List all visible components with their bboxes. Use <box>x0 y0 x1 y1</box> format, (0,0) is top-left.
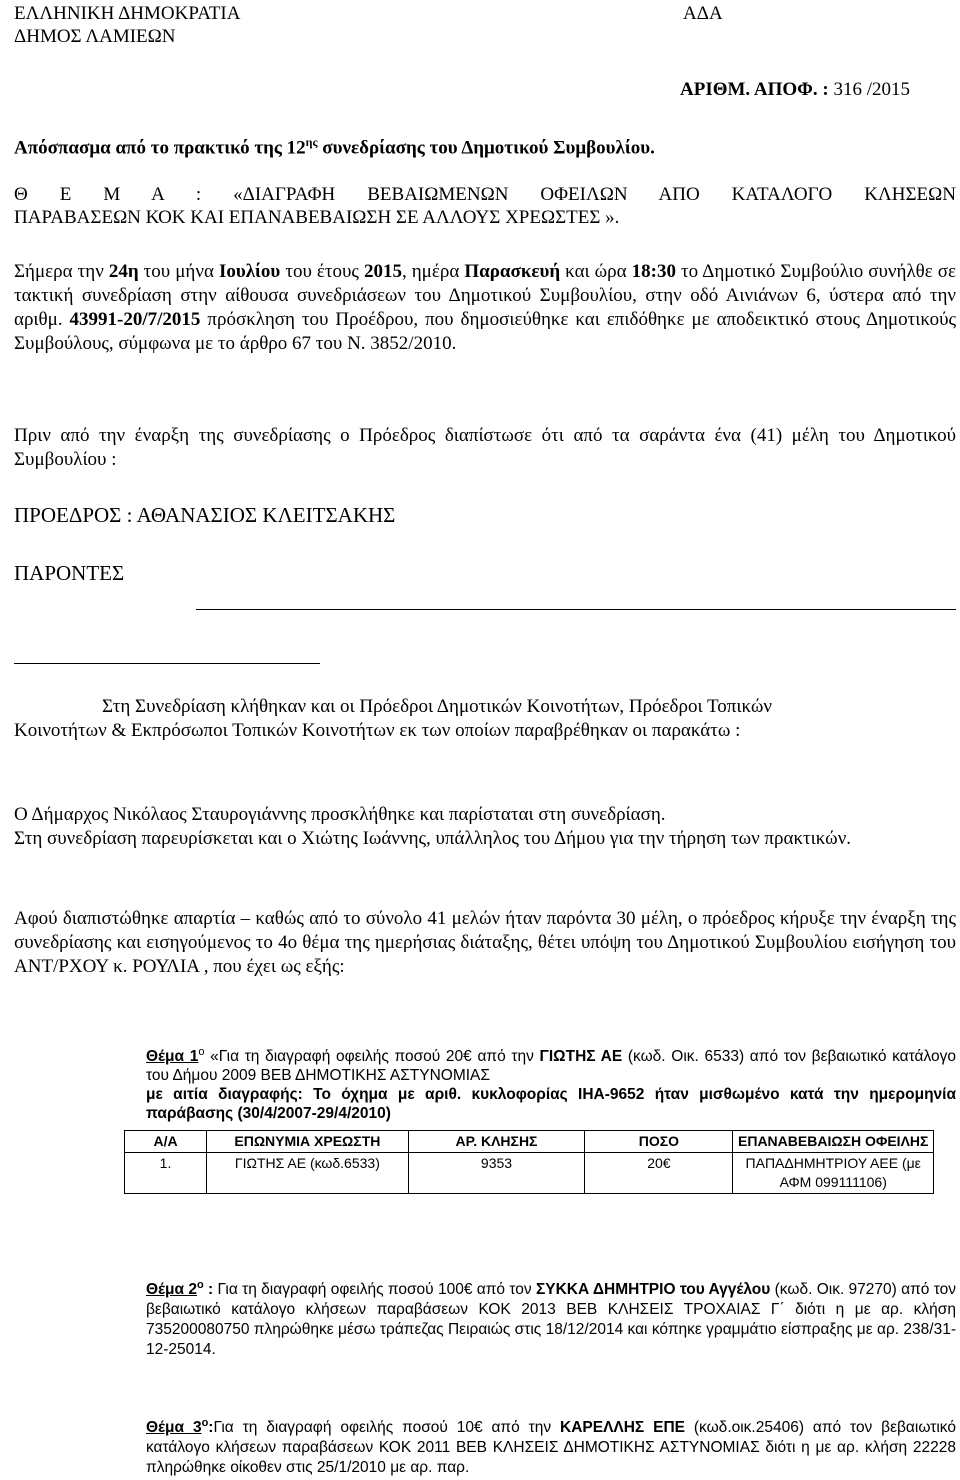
header-cell: Α/Α <box>125 1131 207 1153</box>
separator-line <box>14 663 320 664</box>
meeting-year: 2015 <box>363 261 402 282</box>
president-line: ΠΡΟΕΔΡΟΣ : ΑΘΑΝΑΣΙΟΣ ΚΛΕΙΤΣΑΚΗΣ <box>14 503 396 527</box>
intro-paragraph <box>14 260 956 356</box>
intro-text: το Δημοτικό Συμβούλιο συνήλθε σε τακτική συνεδρίαση στην αίθουσα συνεδριάσεων του Δημοτικού Συμβουλίου, στην οδό Αινιάνων 6, ύστερα από την αριθμ. <box>14 261 956 330</box>
ada-label: ΑΔΑ <box>683 3 723 24</box>
topic-2-colon: : <box>203 1281 214 1299</box>
topic-1-sup: ο <box>198 1046 205 1058</box>
table-cell: 9353 <box>408 1153 585 1194</box>
header-cell: ΕΠΩΝΥΜΙΑ ΧΡΕΩΣΤΗ <box>207 1131 409 1153</box>
topic-3-text: (κωδ.οικ.25406) από τον βεβαιωτικό κατάλογο κλήσεων παραβάσεων ΚΟΚ 2011 ΒΕΒ ΚΛΗΣΕΙΣ ΔΗΜΟΤΙΚΗΣ ΑΣΤΥΝΟΜΙΑΣ διότι η με αρ. κλήση 22228 πληρώθηκε οίκοθεν στις 25/1/2010 με αρ. παρ. <box>146 1419 956 1477</box>
table-cell: 1. <box>125 1153 207 1194</box>
topic-1-text: «Για τη διαγραφή οφειλής ποσού 20€ από την <box>204 1048 540 1066</box>
debts-table <box>124 1130 934 1194</box>
debtor-name: ΣΥΚΚΑ ΔΗΜΗΤΡΙΟ του Αγγέλου <box>535 1281 771 1299</box>
excerpt-line <box>14 131 655 159</box>
table-header-row <box>125 1131 934 1153</box>
topic-1 <box>146 1043 956 1123</box>
topic-2-label: Θέμα 2 <box>146 1281 197 1299</box>
mayor-line: Ο Δήμαρχος Νικόλαος Σταυρογιάννης προσκλήθηκε και παρίσταται στη συνεδρίαση. <box>14 804 666 825</box>
subject <box>14 183 956 229</box>
topic-2-text: Για τη διαγραφή οφειλής ποσού 100€ από τον <box>213 1281 536 1299</box>
quorum-paragraph: Πριν από την έναρξη της συνεδρίασης ο Πρόεδρος διαπίστωσε ότι από τα σαράντα ένα (41) μέλη του Δημοτικού Συμβουλίου : <box>14 425 956 470</box>
topic-3-colon: : <box>208 1419 214 1437</box>
table-cell: ΓΙΩΤΗΣ ΑΕ (κωδ.6533) <box>207 1153 409 1194</box>
decision-number: 316 /2015 <box>833 79 911 100</box>
intro-text: , ημέρα <box>401 261 465 282</box>
deletion-reason: με αιτία διαγραφής: Το όχημα με αριθ. κυκλοφορίας ΙΗΑ-9652 ήταν μισθωμένο κατά την ημερομηνία παράβασης (30/4/2007-29/4/2010) <box>146 1086 956 1123</box>
excerpt-sup: ης <box>305 135 318 149</box>
topic-2-text: (κωδ. Οικ. 97270) από τον βεβαιωτικό κατάλογο κλήσεων παραβάσεων ΚΟΚ 2013 ΒΕΒ ΚΛΗΣΕΙΣ ΤΡΟΧΑΙΑΣ Γ΄ διότι η με αρ. κλήση 735200080750 πληρώθηκε μέσω τράπεζας Πειραιώς στις 18/12/2014 και κόπηκε γραμμάτιο είσπραξης με αρ. 238/31-12-25014. <box>146 1281 956 1359</box>
debtor-name: ΓΙΩΤΗΣ ΑΕ <box>539 1048 623 1066</box>
topic-3-sup: ο <box>201 1417 209 1429</box>
intro-text: Σήμερα την <box>14 261 109 282</box>
meeting-weekday: Παρασκευή <box>464 261 561 282</box>
table-cell: 20€ <box>585 1153 733 1194</box>
decision-label: ΑΡΙΘΜ. ΑΠΟΦ. : <box>680 79 829 100</box>
intro-text: και ώρα <box>560 261 632 282</box>
intro-text: πρόσκληση του Προέδρου, που δημοσιεύθηκε και επιδόθηκε με αποδεικτικό στους Δημοτικούς Συμβούλους, σύμφωνα με το άρθρο 67 του Ν. 3852/2010. <box>14 309 957 354</box>
decision-number-line <box>680 78 910 101</box>
table-cell: ΠΑΠΑΔΗΜΗΤΡΙΟΥ ΑΕΕ (με ΑΦΜ 099111106) <box>733 1153 934 1194</box>
topic-3-text: Για τη διαγραφή οφειλής ποσού 10€ από την <box>213 1419 560 1437</box>
secretary-paragraph: Στη συνεδρίαση παρευρίσκεται και ο Χιώτης Ιωάννης, υπάλληλος του Δήμου για την τήρηση των πρακτικών. <box>14 828 852 849</box>
excerpt-text: Απόσπασμα από το πρακτικό της 12 <box>14 137 306 159</box>
table-row <box>125 1153 934 1194</box>
intro-text: του μήνα <box>138 261 219 282</box>
municipality-name: ΔΗΜΟΣ ΛΑΜΙΕΩΝ <box>14 26 176 47</box>
meeting-month: Ιουλίου <box>218 261 281 282</box>
topic-2 <box>146 1275 956 1360</box>
separator-line <box>196 609 956 610</box>
opening-paragraph: Αφού διαπιστώθηκε απαρτία – καθώς από το σύνολο 41 μελών ήταν παρόντα 30 μέλη, ο πρόεδρος κήρυξε την έναρξη της συνεδρίασης και εισηγούμενος το 4ο θέμα της ημερήσιας διάταξης, θέτει υπόψη του Δημοτικού Συμβουλίου εισήγηση του ΑΝΤ/ΡΧΟΥ κ. ΡΟΥΛΙΑ , που έχει ως εξής: <box>14 908 956 977</box>
meeting-day: 24η <box>108 261 139 282</box>
subject-line-1: Θ Ε Μ Α : «ΔΙΑΓΡΑΦΗ ΒΕΒΑΙΩΜΕΝΩΝ ΟΦΕΙΛΩΝ ΑΠΟ ΚΑΤΑΛΟΓΟ ΚΛΗΣΕΩΝ <box>14 184 956 205</box>
intro-text: του έτους <box>280 261 364 282</box>
communities-line-2: Κοινοτήτων & Εκπρόσωποι Τοπικών Κοινοτήτων εκ των οποίων παραβρέθηκαν οι παρακάτω : <box>14 720 741 741</box>
topic-3 <box>146 1413 956 1478</box>
communities-line-1: Στη Συνεδρίαση κλήθηκαν και οι Πρόεδροι Δημοτικών Κοινοτήτων, Πρόεδροι Τοπικών <box>102 696 773 717</box>
excerpt-text-end: συνεδρίασης του Δημοτικού Συμβουλίου. <box>317 137 655 159</box>
invitation-number: 43991-20/7/2015 <box>69 309 201 330</box>
header-cell: ΕΠΑΝΑΒΕΒΑΙΩΣΗ ΟΦΕΙΛΗΣ <box>733 1131 934 1153</box>
topic-1-text: (κωδ. Οικ. 6533) από τον βεβαιωτικό κατάλογο του Δήμου 2009 ΒΕΒ ΔΗΜΟΤΙΚΗΣ ΑΣΤΥΝΟΜΙΑΣ <box>146 1048 956 1085</box>
subject-line-2: ΠΑΡΑΒΑΣΕΩΝ ΚΟΚ ΚΑΙ ΕΠΑΝΑΒΕΒΑΙΩΣΗ ΣΕ ΑΛΛΟΥΣ ΧΡΕΩΣΤΕΣ ». <box>14 207 620 228</box>
topic-2-sup: ο <box>197 1279 204 1291</box>
topic-1-label: Θέμα 1 <box>146 1048 199 1066</box>
debtor-name: ΚΑΡΕΛΛΗΣ ΕΠΕ <box>560 1419 685 1437</box>
header-left <box>14 2 240 48</box>
country-name: ΕΛΛΗΝΙΚΗ ΔΗΜΟΚΡΑΤΙΑ <box>14 3 241 24</box>
meeting-time: 18:30 <box>631 261 676 282</box>
header-cell: ΑΡ. ΚΛΗΣΗΣ <box>408 1131 585 1153</box>
header-cell: ΠΟΣΟ <box>585 1131 733 1153</box>
present-heading: ΠΑΡΟΝΤΕΣ <box>14 561 125 585</box>
topic-3-label: Θέμα 3 <box>146 1419 202 1437</box>
